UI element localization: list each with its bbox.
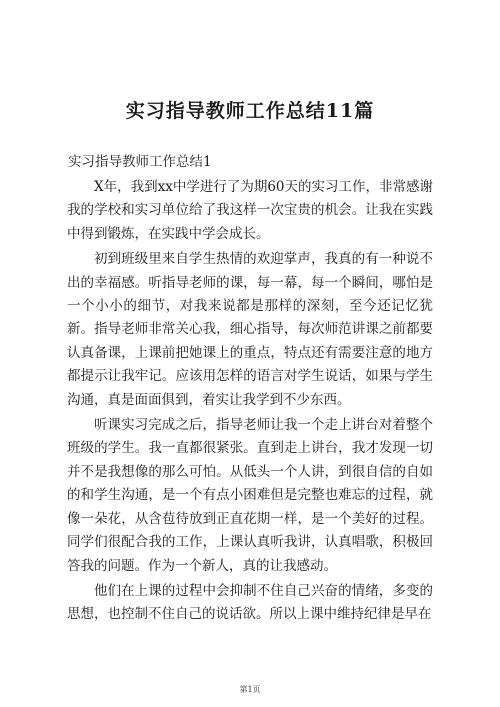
paragraph-2: 初到班级里来自学生热情的欢迎掌声，我真的有一种说不出的幸福感。听指导老师的课，每一幕，每一个瞬间，哪怕是一个小小的细节，对我来说都是那样的深刻，至今还记忆犹新。指导老师非常关心我，细心指导，每次师范讲课之前都要认真备课，上课前把她课上的重点，特点还有需要注意的地方都提示让我牢记。应该用怎样的语言对学生说话，如果与学生沟通，真是面面俱到，着实让我学到不少东西。 — [67, 251, 433, 408]
document-body — [67, 176, 433, 629]
paragraph-3: 听课实习完成之后，指导老师让我一个走上讲台对着整个班级的学生。我一直都很紧张。直到走上讲台，我才发现一切并不是我想像的那么可怕。从低头一个人讲，到很自信的自如的和学生沟通，是一个有点小困难但是完整也难忘的过程，就像一朵花，从含苞待放到正直花期一样，是一个美好的过程。同学们很配合我的工作，上课认真听我讲，认真唱歌，积极回答我的问题。作为一个新人，真的让我感动。 — [67, 417, 433, 574]
section-heading: 实习指导教师工作总结1 — [68, 154, 212, 170]
document-title: 实习指导教师工作总结11篇 — [125, 100, 375, 122]
page-number: 第1页 — [239, 685, 261, 694]
paragraph-4: 他们在上课的过程中会抑制不住自己兴奋的情绪，多变的思想，也控制不住自己的说话欲。所以上课中维持纪律是早在 — [67, 582, 433, 623]
paragraph-1: X年，我到xx中学进行了为期60天的实习工作，非常感谢我的学校和实习单位给了我这样一次宝贵的机会。让我在实践中得到锻炼，在实践中学会成长。 — [67, 179, 434, 242]
